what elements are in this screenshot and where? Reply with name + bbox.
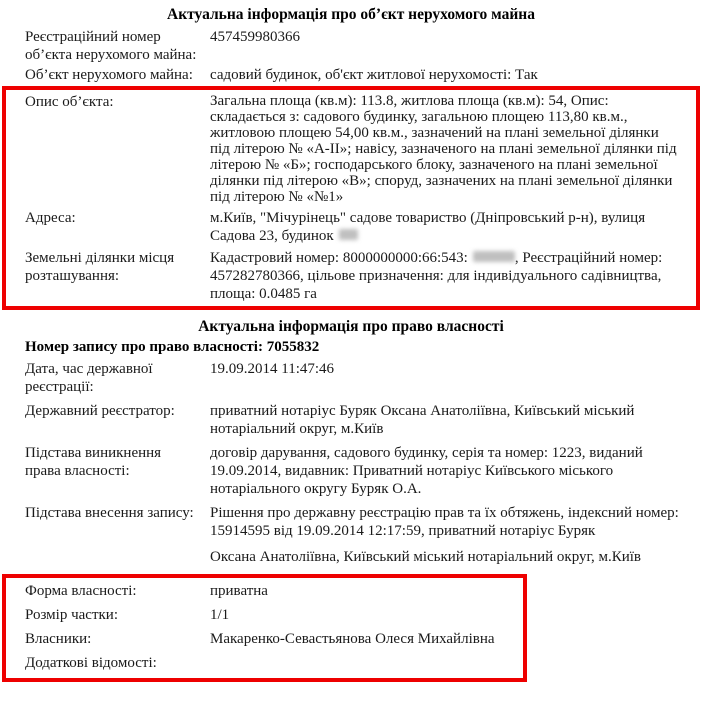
field-row-description bbox=[6, 93, 696, 205]
field-label: Адреса: bbox=[25, 210, 76, 226]
section-ownership-title: Актуальна інформація про право власності bbox=[198, 318, 504, 335]
field-row-object-type bbox=[0, 66, 702, 84]
redacted-cadastre-suffix-blur bbox=[473, 251, 515, 262]
field-row-ownership-form bbox=[6, 582, 523, 600]
field-row-land-parcels bbox=[6, 249, 696, 303]
field-value: приватний нотаріус Буряк Оксана Анатоліївна, Київський міський нотаріальний округ, м.Київ bbox=[210, 403, 635, 437]
field-row-reg-number bbox=[0, 28, 702, 64]
field-value: Загальна площа (кв.м): 113.8, житлова площа (кв.м): 54, Опис: складається з: садового будинку, загальною площею 113,80 кв.м., житловою площею 54,00 кв.м., зазначений на плані земельної ділянки під літерою № «А-II»; навісу, зазначеного на плані земельної ділянки під літерою № «Б»; господарського блоку, зазначеного на плані земельної ділянки під літерою «В»; споруд, зазначених на плані земельної ділянки під літерою № «№1» bbox=[210, 93, 677, 205]
field-row-reg-datetime bbox=[0, 360, 702, 396]
field-value: 19.09.2014 11:47:46 bbox=[210, 361, 335, 377]
field-row-share-size bbox=[6, 606, 523, 624]
field-row-owners bbox=[6, 630, 523, 648]
redacted-house-number-blur bbox=[339, 229, 358, 240]
field-label: Форма власності: bbox=[25, 583, 137, 599]
field-label: Підстава внесення запису: bbox=[25, 505, 194, 521]
field-row-additional-info bbox=[6, 654, 523, 672]
field-value: Макаренко-Севастьянова Олеся Михайлівна bbox=[210, 631, 495, 647]
highlight-box-object-details bbox=[2, 86, 700, 310]
highlight-box-owner-details bbox=[2, 574, 527, 682]
field-value bbox=[210, 654, 523, 672]
field-label: Об’єкт нерухомого майна: bbox=[25, 67, 193, 83]
field-row-ownership-basis bbox=[0, 444, 702, 498]
field-value bbox=[210, 249, 680, 303]
field-row-address bbox=[6, 209, 696, 245]
field-label: Опис об’єкта: bbox=[25, 94, 114, 110]
field-value: 457459980366 bbox=[210, 29, 300, 45]
address-text: м.Київ, "Мічурінець" садове товариство (Дніпровський р-н), вулиця Садова 23, будинок bbox=[210, 210, 646, 244]
field-label: Земельні ділянки місця розташування: bbox=[25, 250, 175, 284]
field-label: Розмір частки: bbox=[25, 607, 118, 623]
field-label: Підстава виникнення права власності: bbox=[25, 445, 162, 479]
field-label: Дата, час державної реєстрації: bbox=[25, 361, 153, 395]
field-label: Державний реєстратор: bbox=[25, 403, 175, 419]
field-label: Реєстраційний номер об’єкта нерухомого майна: bbox=[25, 29, 197, 63]
entry-basis-part2: Оксана Анатоліївна, Київський міський нотаріальний округ, м.Київ bbox=[210, 549, 642, 565]
field-row-entry-basis bbox=[0, 504, 702, 566]
field-label: Додаткові відомості: bbox=[25, 655, 157, 671]
field-value: договір дарування, садового будинку, серія та номер: 1223, виданий 19.09.2014, видавник: Приватний нотаріус Київського міського нотаріального округу Буряк О.А. bbox=[210, 445, 643, 497]
field-value: садовий будинок, об'єкт житлової нерухомості: Так bbox=[210, 67, 538, 83]
field-value: 1/1 bbox=[210, 607, 230, 623]
field-value bbox=[210, 209, 680, 245]
cadastre-text-before: Кадастровий номер: 8000000000:66:543: bbox=[210, 250, 468, 266]
ownership-record-number: Номер запису про право власності: 7055832 bbox=[25, 339, 320, 355]
field-label: Власники: bbox=[25, 631, 92, 647]
entry-basis-part1: Рішення про державну реєстрацію прав та їх обтяжень, індексний номер: 15914595 від 19.09.2014 12:17:59, приватний нотаріус Буряк bbox=[210, 505, 679, 539]
field-row-registrar bbox=[0, 402, 702, 438]
field-value bbox=[210, 504, 680, 566]
section-object-title: Актуальна інформація про об’єкт нерухомого майна bbox=[167, 6, 535, 23]
cadastre-text-after: , Реєстраційний номер: 457282780366, цільове призначення: для індивідуального садівництва, площа: 0.0485 га bbox=[210, 250, 663, 302]
field-value: приватна bbox=[210, 583, 268, 599]
